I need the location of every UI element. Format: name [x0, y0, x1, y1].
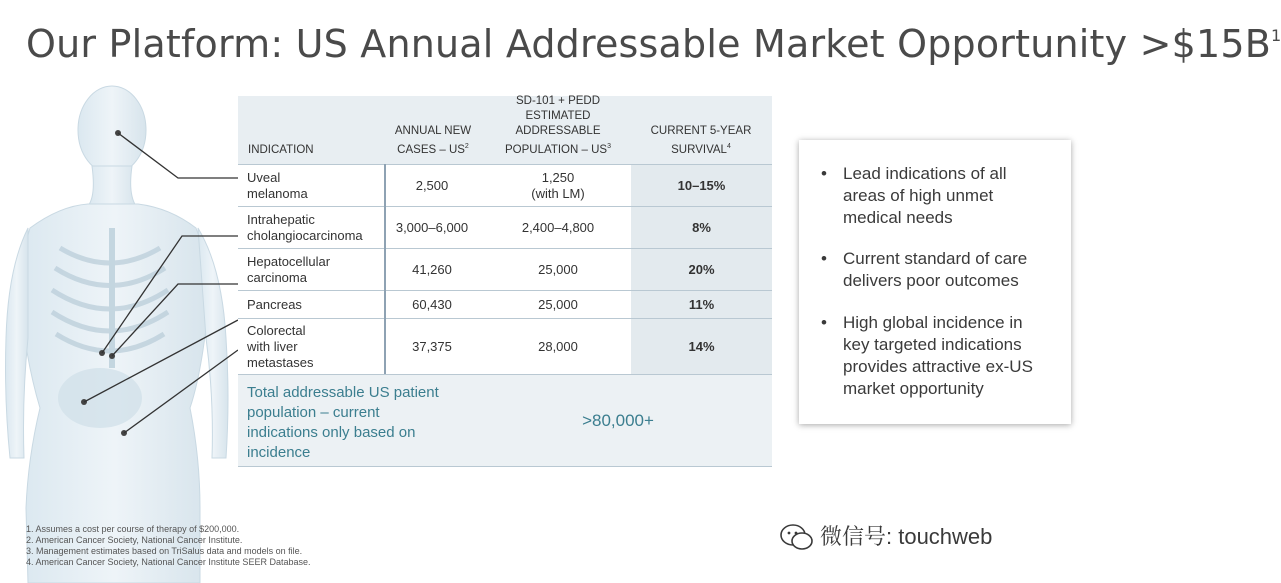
table-row: Colorectal with liver metastases 37,375 28,000 14%	[238, 318, 772, 375]
total-label: Total addressable US patient population – current indications only based on incidence	[247, 384, 439, 461]
column-divider	[384, 164, 386, 374]
callout-item: Lead indications of all areas of high unmet medical needs	[843, 164, 1007, 227]
footnotes: 1. Assumes a cost per course of therapy of $200,000. 2. American Cancer Society, National Cancer Institute. 3. Management estimates based on TriSalus data and models on file. 4. American Cancer Society, National Cancer Institute SEER Database.	[26, 524, 311, 567]
watermark: 微信号: touchweb	[780, 520, 992, 553]
title-footnote-marker: 1	[1271, 26, 1281, 45]
header-addressable-population: SD-101 + PEDD ESTIMATED ADDRESSABLE POPULATION – $US^3$	[505, 95, 611, 156]
header-survival: CURRENT 5-YEAR SURVIVAL$^4$	[650, 125, 752, 156]
callout-item: High global incidence in key targeted indications provides attractive ex-US market opportunity	[843, 313, 1033, 398]
callout-item: Current standard of care delivers poor outcomes	[843, 249, 1028, 290]
highlights-callout	[799, 140, 1071, 424]
market-table	[238, 96, 772, 467]
table-row: Hepatocellular carcinoma 41,260 25,000 20%	[238, 248, 772, 291]
page-title: Our Platform: US Annual Addressable Market Opportunity $>\$15B^1$	[26, 22, 1281, 66]
table-row: Uveal melanoma 2,500 1,250 (with LM) 10–15%	[238, 164, 772, 207]
anatomy-illustration	[0, 78, 240, 583]
header-annual-cases: ANNUAL NEW CASES – $US^2$	[394, 125, 472, 156]
chat-icon	[780, 523, 814, 553]
bullet-icon: •	[821, 164, 827, 183]
table-row: Pancreas 60,430 25,000 11%	[238, 290, 772, 319]
header-indication: INDICATION	[248, 144, 314, 156]
total-value: >80,000+	[582, 411, 654, 430]
table-row: Intrahepatic cholangiocarcinoma 3,000–6,000 2,400–4,800 8%	[238, 206, 772, 249]
bullet-icon: •	[821, 249, 827, 268]
table-header	[238, 96, 772, 164]
bullet-icon: •	[821, 313, 827, 332]
total-row	[238, 374, 772, 466]
